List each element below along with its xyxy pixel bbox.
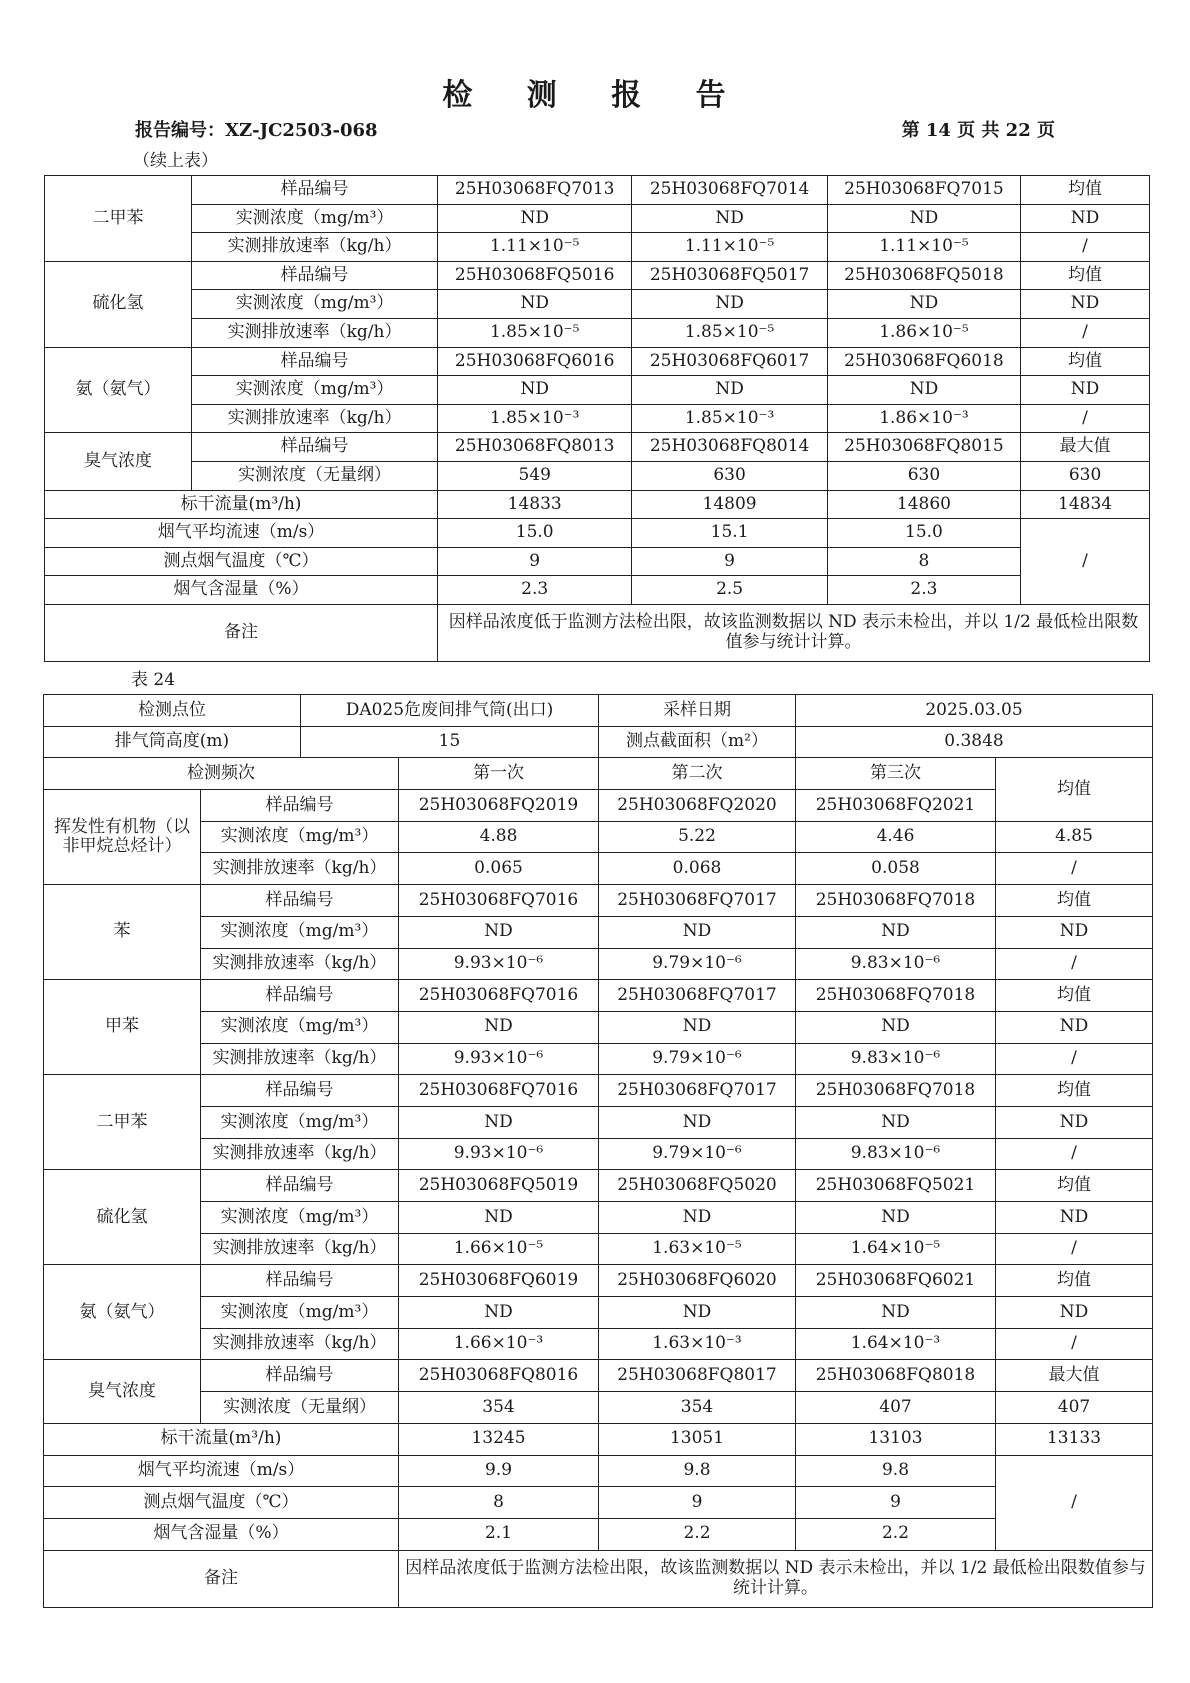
row-label: 实测浓度（mg/m³） [201, 821, 399, 853]
pollutant-name: 挥发性有机物（以非甲烷总烃计） [44, 790, 201, 885]
sample-id: 25H03068FQ5019 [399, 1170, 599, 1202]
row-label: 实测浓度（无量纲） [192, 461, 438, 490]
row-label: 实测浓度（mg/m³） [192, 376, 438, 405]
cell-value: ND [996, 916, 1153, 948]
cell-value: / [1021, 318, 1150, 347]
cell-value: 9.83×10⁻⁶ [796, 1043, 996, 1075]
sample-id: 25H03068FQ7018 [796, 885, 996, 917]
row-label: 样品编号 [201, 1360, 399, 1392]
sample-id: 25H03068FQ8017 [599, 1360, 796, 1392]
cell-value: 13103 [796, 1423, 996, 1455]
cell-value: ND [438, 376, 632, 405]
table-row [44, 821, 1153, 853]
cell-value: / [996, 1328, 1153, 1360]
table-row [44, 1455, 1153, 1487]
row-label: 实测排放速率（kg/h） [192, 318, 438, 347]
cell-value: ND [1021, 290, 1150, 319]
table-row [45, 204, 1150, 233]
sample-id: 25H03068FQ7015 [827, 176, 1020, 205]
table-row [44, 1518, 1153, 1550]
cell-value: 4.85 [996, 821, 1153, 853]
row-label: 检测频次 [44, 758, 399, 790]
cell-value: 4.88 [399, 821, 599, 853]
stat-label: 均值 [996, 1170, 1153, 1202]
stat-label: 均值 [996, 1075, 1153, 1107]
sample-id: 25H03068FQ2021 [796, 790, 996, 822]
table-row [44, 1233, 1153, 1265]
cell-value: / [996, 1233, 1153, 1265]
table-row [44, 1487, 1153, 1519]
sample-id: 25H03068FQ5016 [438, 261, 632, 290]
table-row [45, 290, 1150, 319]
stat-label: 均值 [996, 758, 1153, 821]
cell-value: ND [996, 1106, 1153, 1138]
column-header: 第一次 [399, 758, 599, 790]
row-label: 实测排放速率（kg/h） [201, 1328, 399, 1360]
page-indicator: 第 14 页 共 22 页 [901, 120, 1055, 141]
column-header: 第二次 [599, 758, 796, 790]
cell-value: 9 [632, 547, 827, 576]
cell-value: 9 [796, 1487, 996, 1519]
pollutant-name: 氨（氨气） [45, 347, 192, 433]
table-row [44, 1075, 1153, 1107]
sample-id: 25H03068FQ7013 [438, 176, 632, 205]
row-label: 实测排放速率（kg/h） [192, 233, 438, 262]
cell-value: 14809 [632, 490, 827, 519]
row-label: 实测浓度（mg/m³） [201, 1297, 399, 1329]
sample-id: 25H03068FQ2019 [399, 790, 599, 822]
sample-id: 25H03068FQ8016 [399, 1360, 599, 1392]
row-label: 排气筒高度(m) [44, 726, 301, 758]
row-label: 烟气含湿量（%） [45, 576, 438, 605]
cell-value: ND [399, 1297, 599, 1329]
stat-label: 最大值 [1021, 433, 1150, 462]
cell-value: 15.1 [632, 519, 827, 548]
cell-value: 1.63×10⁻⁵ [599, 1233, 796, 1265]
cell-value: 13133 [996, 1423, 1153, 1455]
pollutant-name: 二甲苯 [44, 1075, 201, 1170]
table-row [44, 885, 1153, 917]
cell-value: 1.85×10⁻³ [632, 404, 827, 433]
row-label: 样品编号 [201, 1075, 399, 1107]
cell-value: 9.79×10⁻⁶ [599, 948, 796, 980]
row-label: 样品编号 [192, 433, 438, 462]
cell-value: 9.93×10⁻⁶ [399, 1043, 599, 1075]
table-row [45, 547, 1150, 576]
sample-id: 25H03068FQ8018 [796, 1360, 996, 1392]
sample-id: 25H03068FQ7014 [632, 176, 827, 205]
cell-value: ND [996, 1297, 1153, 1329]
table-row [45, 519, 1150, 548]
cell-value: 2.2 [599, 1518, 796, 1550]
sample-id: 25H03068FQ7016 [399, 980, 599, 1012]
cell-value: ND [796, 1297, 996, 1329]
cell-value: 354 [399, 1392, 599, 1424]
stat-label: 均值 [1021, 261, 1150, 290]
cell-value: 2.2 [796, 1518, 996, 1550]
column-header: 第三次 [796, 758, 996, 790]
sample-id: 25H03068FQ6016 [438, 347, 632, 376]
cell-value: 9.93×10⁻⁶ [399, 1138, 599, 1170]
stat-label: 均值 [1021, 347, 1150, 376]
pollutant-name: 臭气浓度 [45, 433, 192, 490]
cell-value: 1.64×10⁻⁵ [796, 1233, 996, 1265]
sample-id: 25H03068FQ5017 [632, 261, 827, 290]
table-row [45, 261, 1150, 290]
cell-value: / [996, 1138, 1153, 1170]
sample-id: 25H03068FQ7018 [796, 980, 996, 1012]
cell-value: 9.9 [399, 1455, 599, 1487]
cell-value: / [996, 1455, 1153, 1550]
cell-value: 14833 [438, 490, 632, 519]
sample-id: 25H03068FQ5020 [599, 1170, 796, 1202]
table-24 [43, 694, 1153, 1608]
table-row [45, 404, 1150, 433]
table-row [44, 1202, 1153, 1234]
table-row [45, 233, 1150, 262]
cell-value: 1.86×10⁻³ [827, 404, 1020, 433]
stat-label: 均值 [996, 1265, 1153, 1297]
cell-value: 9.8 [599, 1455, 796, 1487]
table-row [44, 1043, 1153, 1075]
table-caption: 表 24 [131, 670, 176, 690]
sample-id: 25H03068FQ7016 [399, 1075, 599, 1107]
cell-value: 1.85×10⁻³ [438, 404, 632, 433]
cell-value: DA025危废间排气筒(出口) [301, 695, 599, 727]
cell-value: 9.83×10⁻⁶ [796, 1138, 996, 1170]
cell-value: ND [599, 1011, 796, 1043]
cell-value: 1.86×10⁻⁵ [827, 318, 1020, 347]
pollutant-name: 甲苯 [44, 980, 201, 1075]
sample-id: 25H03068FQ8015 [827, 433, 1020, 462]
row-label: 测点烟气温度（℃） [44, 1487, 399, 1519]
cell-value: 0.058 [796, 853, 996, 885]
cell-value: ND [1021, 204, 1150, 233]
table-row [45, 490, 1150, 519]
sample-id: 25H03068FQ8014 [632, 433, 827, 462]
row-label: 实测排放速率（kg/h） [201, 1138, 399, 1170]
continued-table [44, 175, 1150, 662]
row-label: 实测排放速率（kg/h） [201, 948, 399, 980]
row-label: 样品编号 [192, 261, 438, 290]
cell-value: 1.63×10⁻³ [599, 1328, 796, 1360]
table-row [45, 176, 1150, 205]
cell-value: ND [599, 916, 796, 948]
cell-value: 2025.03.05 [796, 695, 1153, 727]
row-label: 测点烟气温度（℃） [45, 547, 438, 576]
cell-value: ND [438, 204, 632, 233]
row-label: 实测浓度（mg/m³） [201, 1011, 399, 1043]
cell-value: / [996, 948, 1153, 980]
cell-value: 630 [1021, 461, 1150, 490]
cell-value: 13051 [599, 1423, 796, 1455]
remark-text: 因样品浓度低于监测方法检出限，故该监测数据以 ND 表示未检出，并以 1/2 最低检出限数值参与统计计算。 [438, 604, 1150, 661]
cell-value: 4.46 [796, 821, 996, 853]
cell-value: / [1021, 233, 1150, 262]
cell-value: ND [996, 1202, 1153, 1234]
sample-id: 25H03068FQ5018 [827, 261, 1020, 290]
stat-label: 均值 [996, 980, 1153, 1012]
table-row [45, 433, 1150, 462]
cell-value: / [996, 1043, 1153, 1075]
cell-value: ND [796, 1106, 996, 1138]
row-label: 检测点位 [44, 695, 301, 727]
cell-value: ND [599, 1297, 796, 1329]
sample-id: 25H03068FQ7017 [599, 1075, 796, 1107]
cell-value: 1.11×10⁻⁵ [438, 233, 632, 262]
cell-value: ND [399, 916, 599, 948]
cell-value: 2.5 [632, 576, 827, 605]
table-row [44, 948, 1153, 980]
table-row [45, 604, 1150, 661]
cell-value: 9.79×10⁻⁶ [599, 1043, 796, 1075]
stat-label: 最大值 [996, 1360, 1153, 1392]
table-row [44, 695, 1153, 727]
row-label: 样品编号 [201, 885, 399, 917]
table-row [44, 1423, 1153, 1455]
table-row [44, 1297, 1153, 1329]
row-label: 实测排放速率（kg/h） [201, 853, 399, 885]
sample-id: 25H03068FQ7017 [599, 885, 796, 917]
table-row [44, 790, 1153, 822]
sample-id: 25H03068FQ7018 [796, 1075, 996, 1107]
cell-value: ND [399, 1202, 599, 1234]
cell-value: 1.66×10⁻³ [399, 1328, 599, 1360]
table-row [44, 1170, 1153, 1202]
stat-label: 均值 [1021, 176, 1150, 205]
cell-value: ND [599, 1202, 796, 1234]
cell-value: ND [996, 1011, 1153, 1043]
row-label: 实测浓度（mg/m³） [201, 1202, 399, 1234]
sample-id: 25H03068FQ7017 [599, 980, 796, 1012]
table-row [44, 1360, 1153, 1392]
table-row [44, 1550, 1153, 1607]
cell-value: 5.22 [599, 821, 796, 853]
cell-value: ND [827, 204, 1020, 233]
cell-value: ND [399, 1011, 599, 1043]
cell-value: 1.64×10⁻³ [796, 1328, 996, 1360]
remark-text: 因样品浓度低于监测方法检出限，故该监测数据以 ND 表示未检出，并以 1/2 最低检出限数值参与统计计算。 [399, 1550, 1153, 1607]
row-label: 测点截面积（m²） [599, 726, 796, 758]
row-label: 实测排放速率（kg/h） [192, 404, 438, 433]
cell-value: 1.11×10⁻⁵ [632, 233, 827, 262]
row-label: 烟气平均流速（m/s） [44, 1455, 399, 1487]
row-label: 样品编号 [201, 980, 399, 1012]
table-row [44, 1106, 1153, 1138]
table-row [44, 853, 1153, 885]
sample-id: 25H03068FQ6018 [827, 347, 1020, 376]
cell-value: 407 [796, 1392, 996, 1424]
table-row [44, 916, 1153, 948]
row-label: 实测浓度（mg/m³） [201, 1106, 399, 1138]
cell-value: / [996, 853, 1153, 885]
cell-value: ND [827, 376, 1020, 405]
row-label: 烟气平均流速（m/s） [45, 519, 438, 548]
row-label: 实测浓度（无量纲） [201, 1392, 399, 1424]
cell-value: 8 [399, 1487, 599, 1519]
row-label: 实测排放速率（kg/h） [201, 1233, 399, 1265]
continued-label: （续上表） [133, 151, 218, 171]
report-number: 报告编号：XZ-JC2503-068 [135, 120, 378, 141]
cell-value: 14860 [827, 490, 1020, 519]
row-label: 样品编号 [201, 790, 399, 822]
table-row [44, 758, 1153, 790]
row-label: 实测浓度（mg/m³） [192, 290, 438, 319]
row-label: 标干流量(m³/h) [45, 490, 438, 519]
table-row [44, 1328, 1153, 1360]
row-label: 样品编号 [192, 347, 438, 376]
pollutant-name: 苯 [44, 885, 201, 980]
cell-value: 1.11×10⁻⁵ [827, 233, 1020, 262]
table-row [45, 318, 1150, 347]
remark-label: 备注 [45, 604, 438, 661]
cell-value: ND [796, 916, 996, 948]
row-label: 烟气含湿量（%） [44, 1518, 399, 1550]
table-row [44, 726, 1153, 758]
cell-value: ND [796, 1202, 996, 1234]
cell-value: 9 [438, 547, 632, 576]
cell-value: 2.3 [438, 576, 632, 605]
cell-value: 354 [599, 1392, 796, 1424]
sample-id: 25H03068FQ6021 [796, 1265, 996, 1297]
pollutant-name: 臭气浓度 [44, 1360, 201, 1423]
cell-value: 1.85×10⁻⁵ [438, 318, 632, 347]
cell-value: 8 [827, 547, 1020, 576]
cell-value: ND [1021, 376, 1150, 405]
sample-id: 25H03068FQ6020 [599, 1265, 796, 1297]
sample-id: 25H03068FQ8013 [438, 433, 632, 462]
sample-id: 25H03068FQ6017 [632, 347, 827, 376]
remark-label: 备注 [44, 1550, 399, 1607]
pollutant-name: 氨（氨气） [44, 1265, 201, 1360]
stat-label: 均值 [996, 885, 1153, 917]
cell-value: 0.3848 [796, 726, 1153, 758]
row-label: 实测浓度（mg/m³） [192, 204, 438, 233]
cell-value: 14834 [1021, 490, 1150, 519]
cell-value: ND [827, 290, 1020, 319]
row-label: 样品编号 [192, 176, 438, 205]
table-row [44, 980, 1153, 1012]
cell-value: ND [632, 376, 827, 405]
cell-value: 1.85×10⁻⁵ [632, 318, 827, 347]
row-label: 实测浓度（mg/m³） [201, 916, 399, 948]
cell-value: ND [632, 204, 827, 233]
cell-value: 630 [827, 461, 1020, 490]
cell-value: 630 [632, 461, 827, 490]
cell-value: ND [438, 290, 632, 319]
cell-value: / [1021, 519, 1150, 605]
pollutant-name: 二甲苯 [45, 176, 192, 262]
cell-value: ND [796, 1011, 996, 1043]
cell-value: 407 [996, 1392, 1153, 1424]
report-title: 检 测 报 告 [442, 78, 748, 113]
cell-value: 15.0 [438, 519, 632, 548]
sample-id: 25H03068FQ2020 [599, 790, 796, 822]
cell-value: ND [599, 1106, 796, 1138]
cell-value: 9.8 [796, 1455, 996, 1487]
cell-value: 0.065 [399, 853, 599, 885]
cell-value: 9 [599, 1487, 796, 1519]
table-row [45, 347, 1150, 376]
cell-value: 1.66×10⁻⁵ [399, 1233, 599, 1265]
sample-id: 25H03068FQ5021 [796, 1170, 996, 1202]
table-row [44, 1265, 1153, 1297]
cell-value: 9.93×10⁻⁶ [399, 948, 599, 980]
cell-value: ND [399, 1106, 599, 1138]
cell-value: 0.068 [599, 853, 796, 885]
cell-value: 13245 [399, 1423, 599, 1455]
table-row [45, 576, 1150, 605]
table-row [44, 1392, 1153, 1424]
table-row [45, 376, 1150, 405]
sample-id: 25H03068FQ7016 [399, 885, 599, 917]
cell-value: 2.3 [827, 576, 1020, 605]
cell-value: 15 [301, 726, 599, 758]
cell-value: 9.79×10⁻⁶ [599, 1138, 796, 1170]
row-label: 实测排放速率（kg/h） [201, 1043, 399, 1075]
cell-value: ND [632, 290, 827, 319]
cell-value: 2.1 [399, 1518, 599, 1550]
pollutant-name: 硫化氢 [44, 1170, 201, 1265]
pollutant-name: 硫化氢 [45, 261, 192, 347]
cell-value: 549 [438, 461, 632, 490]
row-label: 样品编号 [201, 1265, 399, 1297]
table-row [44, 1011, 1153, 1043]
cell-value: 15.0 [827, 519, 1020, 548]
row-label: 采样日期 [599, 695, 796, 727]
cell-value: 9.83×10⁻⁶ [796, 948, 996, 980]
cell-value: / [1021, 404, 1150, 433]
row-label: 标干流量(m³/h) [44, 1423, 399, 1455]
row-label: 样品编号 [201, 1170, 399, 1202]
table-row [45, 461, 1150, 490]
table-row [44, 1138, 1153, 1170]
sample-id: 25H03068FQ6019 [399, 1265, 599, 1297]
